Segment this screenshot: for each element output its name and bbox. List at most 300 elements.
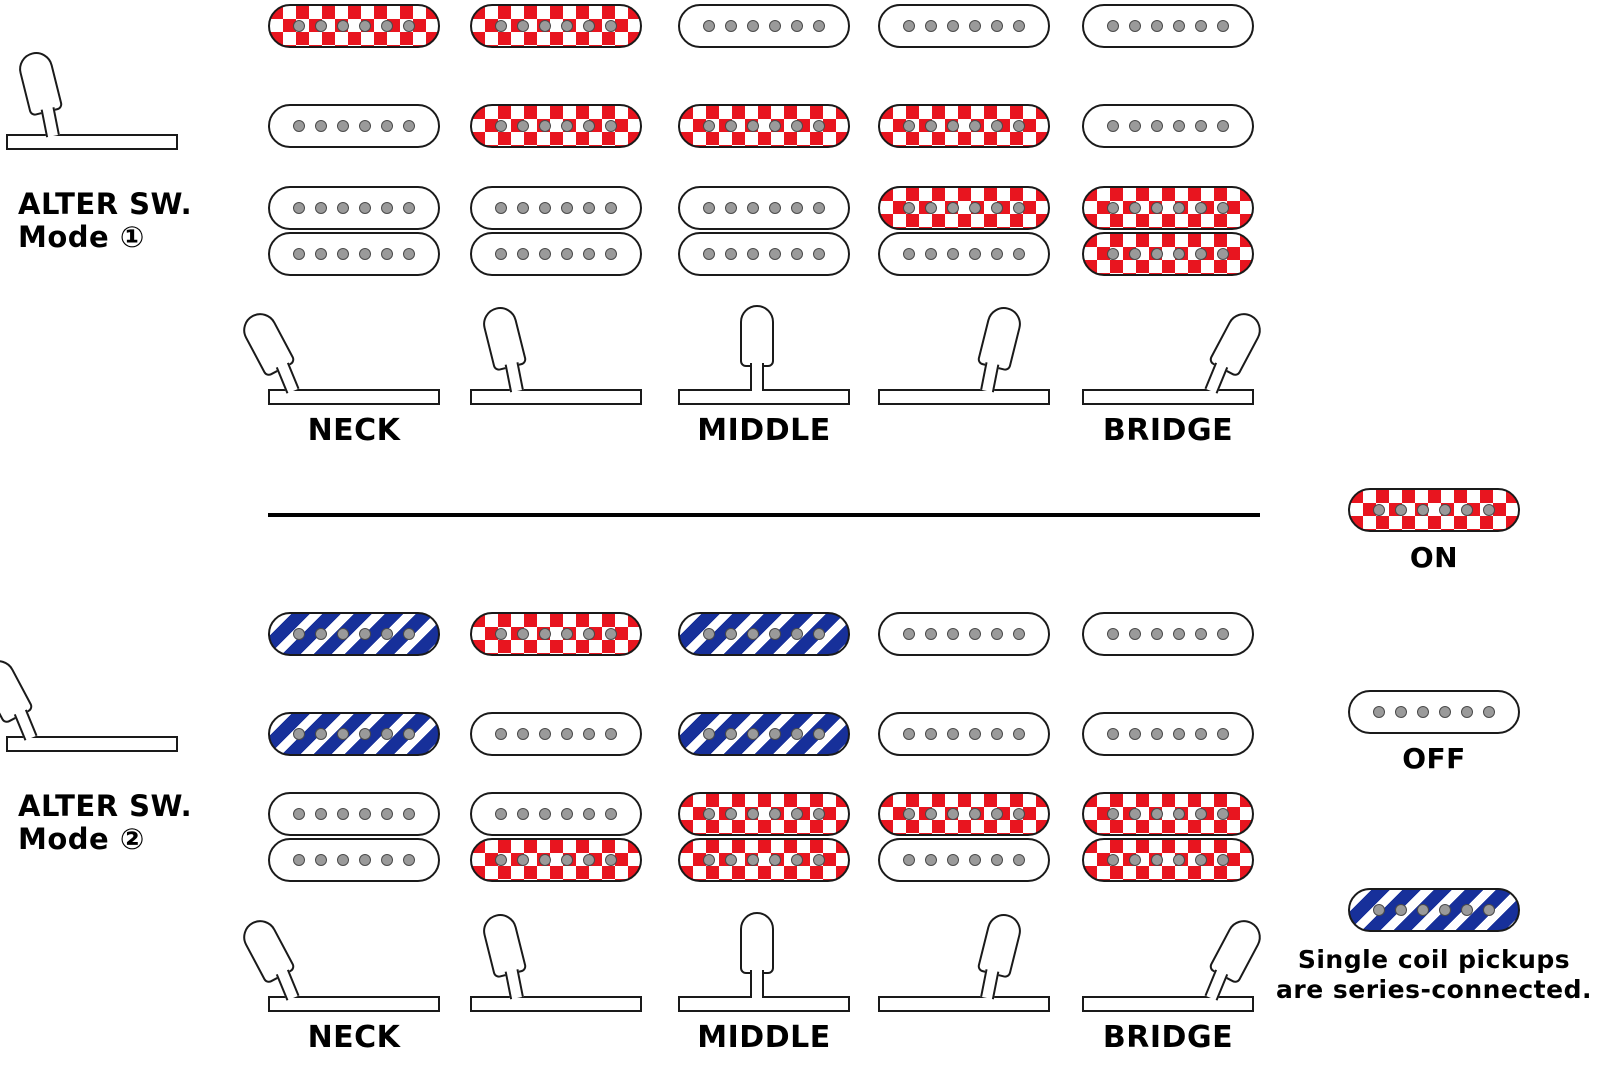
pole-piece: [747, 628, 759, 640]
pole-piece: [1107, 248, 1119, 260]
pickup-bridge-coil-top-mode-1-pos1: [268, 186, 440, 230]
pole-piece: [517, 20, 529, 32]
pole-piece: [791, 728, 803, 740]
switch-stem: [41, 107, 60, 137]
pole-piece: [969, 202, 981, 214]
pole-piece: [403, 808, 415, 820]
pickup-middle-mode-1-pos5: [1082, 104, 1254, 148]
pickup-neck-mode-1-pos5: [1082, 4, 1254, 48]
position-label-mode-2-pos5: BRIDGE: [1102, 1020, 1234, 1055]
pole-piece: [539, 202, 551, 214]
pole-piece: [495, 628, 507, 640]
pole-piece: [925, 854, 937, 866]
pole-piece: [1013, 808, 1025, 820]
pole-piece: [725, 202, 737, 214]
pole-piece: [539, 854, 551, 866]
switch-base: [1082, 389, 1254, 405]
pole-piece: [1151, 854, 1163, 866]
switch-lever[interactable]: [977, 910, 1025, 978]
pole-piece: [1013, 628, 1025, 640]
selector-switch-mode-2-pos4[interactable]: [878, 912, 1050, 1012]
pole-piece: [293, 20, 305, 32]
pole-piece: [583, 808, 595, 820]
pole-piece: [1129, 120, 1141, 132]
pole-piece: [1217, 248, 1229, 260]
position-label-mode-2-pos1: NECK: [307, 1020, 401, 1055]
pole-piece: [539, 728, 551, 740]
pole-piece: [991, 854, 1003, 866]
pickup-middle-mode-2-pos5: [1082, 712, 1254, 756]
pole-piece: [1151, 808, 1163, 820]
pole-piece: [969, 120, 981, 132]
pole-piece: [403, 248, 415, 260]
pole-piece: [903, 728, 915, 740]
pickup-middle-mode-1-pos3: [678, 104, 850, 148]
selector-switch-mode-2-pos5[interactable]: [1082, 912, 1254, 1012]
pole-piece: [791, 202, 803, 214]
pole-piece: [791, 854, 803, 866]
pole-piece: [403, 202, 415, 214]
pole-piece: [561, 202, 573, 214]
switch-lever[interactable]: [480, 303, 528, 371]
pole-piece: [747, 20, 759, 32]
pole-piece: [517, 808, 529, 820]
pole-piece: [925, 808, 937, 820]
mode-title-mode-2: ALTER SW. Mode ②: [18, 789, 193, 857]
pole-piece: [1013, 728, 1025, 740]
pickup-bridge-coil-bottom-mode-2-pos2: [470, 838, 642, 882]
switch-lever[interactable]: [977, 303, 1025, 371]
pickup-bridge-coil-bottom-mode-2-pos4: [878, 838, 1050, 882]
pole-piece: [1107, 808, 1119, 820]
pole-piece: [991, 248, 1003, 260]
pole-piece: [495, 20, 507, 32]
pickup-bridge-coil-top-mode-2-pos1: [268, 792, 440, 836]
pole-piece: [1129, 728, 1141, 740]
pole-piece: [769, 808, 781, 820]
pole-piece: [403, 854, 415, 866]
pole-piece: [813, 628, 825, 640]
pole-piece: [747, 248, 759, 260]
pole-piece: [1173, 20, 1185, 32]
pole-piece: [561, 808, 573, 820]
switch-base: [6, 736, 178, 752]
pole-piece: [315, 808, 327, 820]
pole-piece: [539, 808, 551, 820]
pole-piece: [1195, 120, 1207, 132]
pole-piece: [561, 248, 573, 260]
pole-piece: [1151, 628, 1163, 640]
pole-piece: [1417, 706, 1429, 718]
pole-piece: [1129, 628, 1141, 640]
pole-piece: [1013, 120, 1025, 132]
pole-piece: [1151, 248, 1163, 260]
pole-piece: [1217, 202, 1229, 214]
pole-piece: [769, 202, 781, 214]
selector-switch-mode-2-pos2[interactable]: [470, 912, 642, 1012]
pole-piece: [725, 808, 737, 820]
pole-piece: [991, 120, 1003, 132]
pole-piece: [791, 120, 803, 132]
pole-piece: [703, 248, 715, 260]
pole-piece: [337, 120, 349, 132]
switch-base: [470, 389, 642, 405]
pole-piece: [969, 808, 981, 820]
pole-piece: [769, 120, 781, 132]
pole-piece: [813, 808, 825, 820]
pole-piece: [1483, 904, 1495, 916]
pole-piece: [359, 808, 371, 820]
pole-piece: [583, 854, 595, 866]
section-divider: [268, 513, 1260, 517]
pickup-bridge-coil-top-mode-2-pos2: [470, 792, 642, 836]
pole-piece: [703, 202, 715, 214]
pole-piece: [1439, 504, 1451, 516]
pole-piece: [925, 202, 937, 214]
pole-piece: [605, 202, 617, 214]
pole-piece: [337, 20, 349, 32]
pole-piece: [1013, 202, 1025, 214]
pole-piece: [1107, 120, 1119, 132]
pole-piece: [1217, 628, 1229, 640]
switch-base: [678, 389, 850, 405]
pickup-bridge-coil-bottom-mode-2-pos3: [678, 838, 850, 882]
pickup-bridge-coil-top-mode-1-pos3: [678, 186, 850, 230]
pole-piece: [703, 728, 715, 740]
pole-piece: [1195, 248, 1207, 260]
pole-piece: [583, 120, 595, 132]
pole-piece: [337, 728, 349, 740]
pole-piece: [539, 120, 551, 132]
pole-piece: [561, 20, 573, 32]
pickup-bridge-coil-bottom-mode-1-pos2: [470, 232, 642, 276]
pickup-neck-mode-1-pos3: [678, 4, 850, 48]
pole-piece: [605, 854, 617, 866]
pole-piece: [769, 628, 781, 640]
pole-piece: [403, 120, 415, 132]
pole-piece: [359, 120, 371, 132]
pole-piece: [605, 628, 617, 640]
pole-piece: [539, 248, 551, 260]
selector-switch-mode-1-pos3[interactable]: [678, 305, 850, 405]
pole-piece: [703, 120, 715, 132]
position-label-mode-1-pos5: BRIDGE: [1102, 413, 1234, 448]
pole-piece: [561, 120, 573, 132]
selector-switch-mode-2-pos3[interactable]: [678, 912, 850, 1012]
switch-lever[interactable]: [16, 48, 64, 116]
pole-piece: [1129, 202, 1141, 214]
pickup-neck-mode-2-pos4: [878, 612, 1050, 656]
pole-piece: [517, 728, 529, 740]
pickup-middle-mode-2-pos1: [268, 712, 440, 756]
pole-piece: [337, 248, 349, 260]
pole-piece: [1483, 706, 1495, 718]
pole-piece: [1107, 628, 1119, 640]
pole-piece: [1013, 854, 1025, 866]
pole-piece: [725, 728, 737, 740]
legend-pickup-series: [1348, 888, 1520, 932]
mode-switch-icon-mode-2[interactable]: [6, 652, 178, 752]
pole-piece: [561, 854, 573, 866]
switch-lever[interactable]: [480, 910, 528, 978]
pole-piece: [1217, 20, 1229, 32]
pole-piece: [725, 628, 737, 640]
pole-piece: [813, 854, 825, 866]
pole-piece: [725, 20, 737, 32]
pole-piece: [1373, 706, 1385, 718]
pole-piece: [813, 248, 825, 260]
pickup-bridge-coil-top-mode-1-pos2: [470, 186, 642, 230]
pole-piece: [1107, 20, 1119, 32]
pickup-bridge-coil-bottom-mode-1-pos5: [1082, 232, 1254, 276]
pole-piece: [969, 248, 981, 260]
pole-piece: [903, 808, 915, 820]
pole-piece: [747, 808, 759, 820]
pickup-bridge-coil-bottom-mode-2-pos5: [1082, 838, 1254, 882]
pole-piece: [381, 202, 393, 214]
pole-piece: [1151, 20, 1163, 32]
pole-piece: [583, 628, 595, 640]
selector-switch-mode-1-pos5[interactable]: [1082, 305, 1254, 405]
pickup-bridge-coil-bottom-mode-1-pos1: [268, 232, 440, 276]
legend-label-on: ON: [1409, 541, 1459, 574]
pole-piece: [315, 202, 327, 214]
pole-piece: [991, 202, 1003, 214]
pole-piece: [359, 202, 371, 214]
switch-stem: [505, 362, 524, 392]
pole-piece: [991, 808, 1003, 820]
pole-piece: [903, 120, 915, 132]
pole-piece: [293, 854, 305, 866]
switch-stem: [980, 969, 999, 999]
pole-piece: [517, 202, 529, 214]
pole-piece: [791, 808, 803, 820]
pole-piece: [517, 854, 529, 866]
pole-piece: [925, 120, 937, 132]
pole-piece: [703, 808, 715, 820]
pole-piece: [583, 202, 595, 214]
pole-piece: [337, 854, 349, 866]
pole-piece: [947, 20, 959, 32]
switch-lever[interactable]: [740, 305, 774, 367]
pickup-middle-mode-2-pos2: [470, 712, 642, 756]
pole-piece: [561, 728, 573, 740]
pickup-middle-mode-2-pos3: [678, 712, 850, 756]
pole-piece: [1013, 248, 1025, 260]
pole-piece: [403, 728, 415, 740]
pole-piece: [725, 854, 737, 866]
pole-piece: [1129, 808, 1141, 820]
pole-piece: [293, 248, 305, 260]
pole-piece: [747, 202, 759, 214]
pole-piece: [1195, 20, 1207, 32]
pole-piece: [495, 202, 507, 214]
pole-piece: [1461, 904, 1473, 916]
pole-piece: [1461, 706, 1473, 718]
pole-piece: [1217, 728, 1229, 740]
pole-piece: [1173, 202, 1185, 214]
pole-piece: [1217, 854, 1229, 866]
pole-piece: [725, 120, 737, 132]
pole-piece: [1395, 706, 1407, 718]
switch-base: [268, 389, 440, 405]
pole-piece: [315, 20, 327, 32]
legend-label-off: OFF: [1402, 742, 1466, 775]
switch-base: [678, 996, 850, 1012]
pole-piece: [947, 628, 959, 640]
pole-piece: [1217, 808, 1229, 820]
pole-piece: [1013, 20, 1025, 32]
pole-piece: [769, 20, 781, 32]
pickup-middle-mode-1-pos4: [878, 104, 1050, 148]
pole-piece: [703, 628, 715, 640]
mode-switch-icon-mode-1[interactable]: [6, 50, 178, 150]
pole-piece: [1107, 854, 1119, 866]
pickup-neck-mode-2-pos2: [470, 612, 642, 656]
pole-piece: [1151, 120, 1163, 132]
pole-piece: [791, 20, 803, 32]
pole-piece: [991, 628, 1003, 640]
pole-piece: [381, 120, 393, 132]
pickup-bridge-coil-bottom-mode-1-pos3: [678, 232, 850, 276]
pole-piece: [947, 120, 959, 132]
pole-piece: [1129, 854, 1141, 866]
position-label-mode-1-pos3: MIDDLE: [697, 413, 831, 448]
pole-piece: [1195, 854, 1207, 866]
pole-piece: [903, 202, 915, 214]
pole-piece: [769, 854, 781, 866]
pole-piece: [495, 728, 507, 740]
pole-piece: [293, 120, 305, 132]
pickup-bridge-coil-top-mode-2-pos5: [1082, 792, 1254, 836]
pole-piece: [747, 120, 759, 132]
pole-piece: [813, 20, 825, 32]
pole-piece: [747, 728, 759, 740]
pickup-neck-mode-1-pos1: [268, 4, 440, 48]
pole-piece: [1195, 628, 1207, 640]
pole-piece: [359, 20, 371, 32]
pole-piece: [315, 248, 327, 260]
pole-piece: [1373, 504, 1385, 516]
pole-piece: [1129, 248, 1141, 260]
legend-pickup-on: [1348, 488, 1520, 532]
selector-switch-mode-1-pos4[interactable]: [878, 305, 1050, 405]
pickup-bridge-coil-bottom-mode-2-pos1: [268, 838, 440, 882]
pole-piece: [403, 20, 415, 32]
pole-piece: [903, 628, 915, 640]
pole-piece: [991, 20, 1003, 32]
pole-piece: [1173, 808, 1185, 820]
pole-piece: [947, 808, 959, 820]
pickup-middle-mode-1-pos2: [470, 104, 642, 148]
pole-piece: [903, 20, 915, 32]
pole-piece: [1173, 628, 1185, 640]
switch-base: [6, 134, 178, 150]
pole-piece: [337, 202, 349, 214]
pole-piece: [517, 248, 529, 260]
selector-switch-mode-2-pos1[interactable]: [268, 912, 440, 1012]
pole-piece: [791, 248, 803, 260]
switch-base: [878, 996, 1050, 1012]
pole-piece: [947, 854, 959, 866]
pole-piece: [337, 628, 349, 640]
pole-piece: [769, 248, 781, 260]
pole-piece: [315, 854, 327, 866]
legend-pickup-off: [1348, 690, 1520, 734]
switch-lever[interactable]: [740, 912, 774, 974]
switch-stem: [505, 969, 524, 999]
selector-switch-mode-1-pos2[interactable]: [470, 305, 642, 405]
pole-piece: [925, 248, 937, 260]
pole-piece: [583, 20, 595, 32]
pole-piece: [495, 248, 507, 260]
pole-piece: [381, 628, 393, 640]
pole-piece: [293, 202, 305, 214]
position-label-mode-1-pos1: NECK: [307, 413, 401, 448]
selector-switch-mode-1-pos1[interactable]: [268, 305, 440, 405]
pole-piece: [1173, 728, 1185, 740]
pole-piece: [813, 728, 825, 740]
pickup-neck-mode-2-pos1: [268, 612, 440, 656]
pole-piece: [381, 854, 393, 866]
pole-piece: [561, 628, 573, 640]
pole-piece: [1173, 120, 1185, 132]
pole-piece: [403, 628, 415, 640]
pole-piece: [1151, 728, 1163, 740]
pole-piece: [769, 728, 781, 740]
pole-piece: [359, 628, 371, 640]
pole-piece: [813, 120, 825, 132]
pickup-bridge-coil-top-mode-1-pos4: [878, 186, 1050, 230]
pole-piece: [1173, 854, 1185, 866]
pole-piece: [1107, 202, 1119, 214]
switch-base: [1082, 996, 1254, 1012]
pole-piece: [293, 728, 305, 740]
pole-piece: [969, 854, 981, 866]
pole-piece: [1195, 808, 1207, 820]
pole-piece: [947, 202, 959, 214]
pole-piece: [725, 248, 737, 260]
pole-piece: [605, 808, 617, 820]
pole-piece: [605, 120, 617, 132]
pickup-bridge-coil-top-mode-2-pos4: [878, 792, 1050, 836]
pole-piece: [1173, 248, 1185, 260]
pole-piece: [947, 248, 959, 260]
pole-piece: [1395, 904, 1407, 916]
pole-piece: [1461, 504, 1473, 516]
pole-piece: [1217, 120, 1229, 132]
pole-piece: [1373, 904, 1385, 916]
pickup-neck-mode-2-pos5: [1082, 612, 1254, 656]
pole-piece: [925, 728, 937, 740]
pole-piece: [1417, 504, 1429, 516]
pole-piece: [1195, 202, 1207, 214]
pole-piece: [1195, 728, 1207, 740]
pole-piece: [969, 728, 981, 740]
pole-piece: [495, 854, 507, 866]
pole-piece: [747, 854, 759, 866]
pole-piece: [1439, 706, 1451, 718]
pole-piece: [813, 202, 825, 214]
pickup-bridge-coil-top-mode-2-pos3: [678, 792, 850, 836]
pole-piece: [337, 808, 349, 820]
switch-base: [268, 996, 440, 1012]
switch-stem: [750, 970, 764, 998]
pole-piece: [495, 120, 507, 132]
pole-piece: [903, 248, 915, 260]
pole-piece: [1151, 202, 1163, 214]
pole-piece: [969, 20, 981, 32]
